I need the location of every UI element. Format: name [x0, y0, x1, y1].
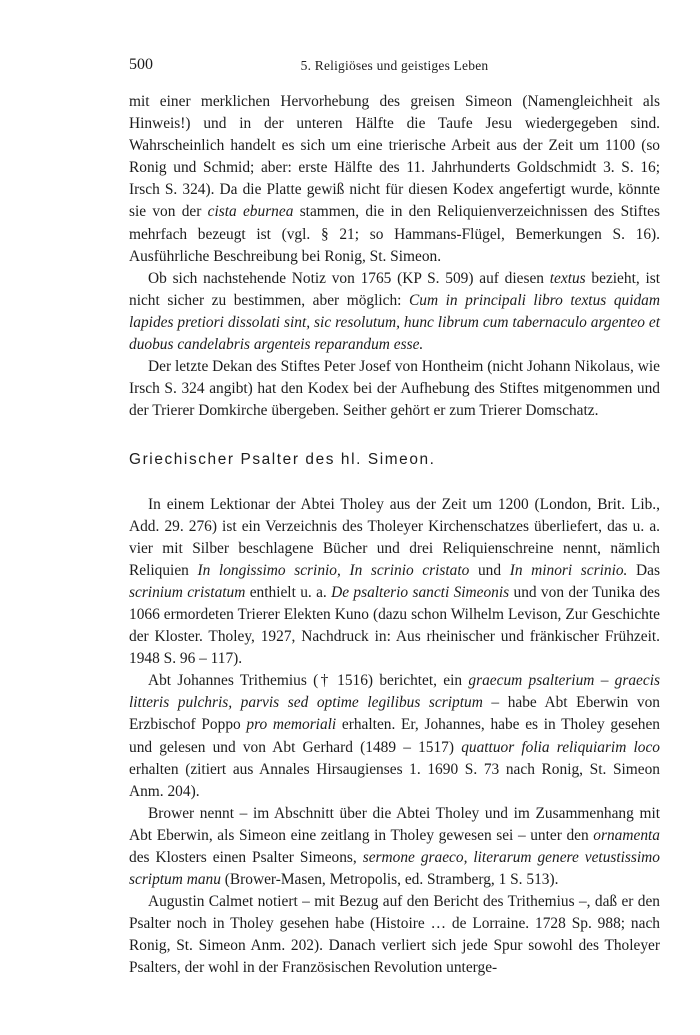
paragraph: mit einer merklichen Hervorhebung des greisen Simeon (Namengleichheit als Hinweis!) und in der unteren Hälfte die Taufe Jesu wiedergegeben sind. Wahrscheinlich handelt es sich um eine trierische Arbeit aus der Zeit um 1100 (so Ronig und Schmid; aber: erste Hälfte des 11. Jahrhunderts Goldschmidt 3. S. 16; Irsch S. 324). Da die Platte gewiß nicht für diesen Kodex angefertigt wurde, könnte sie von der cista eburnea stammen, die in den Reliquienverzeichnissen des Stiftes mehrfach bezeugt ist (vgl. § 21; so Hammans-Flügel, Bemerkungen S. 16). Ausführliche Beschreibung bei Ronig, St. Simeon.: [129, 93, 660, 265]
latin-term: De psalterio sancti Simeonis: [331, 583, 510, 601]
paragraph: Ob sich nachstehende Notiz von 1765 (KP S. 509) auf diesen textus bezieht, ist nicht sicher zu bestimmen, aber möglich: Cum in principali libro textus quidam lapides pretiori dissolati sint, sic resolutum, hunc librum cum tabernaculo argenteo et duobus candelabris argenteis reparandum esse.: [129, 269, 661, 354]
latin-term: In scrinio cristato: [349, 561, 470, 579]
paragraph: Brower nennt – im Abschnitt über die Abtei Tholey und im Zusammenhang mit Abt Eberwin, als Simeon eine zeitlang in Tholey gewesen sei – unter den ornamenta des Klosters einen Psalter Simeons, sermone graeco, literarum genere vetustissimo scriptum manu (Brower-Masen, Metropolis, ed. Stramberg, 1 S. 513).: [129, 804, 660, 889]
paragraph: Abt Johannes Trithemius († 1516) berichtet, ein graecum psalterium – graecis litteris pulchris, parvis sed optime legilibus scriptum – habe Abt Eberwin von Erzbischof Poppo pro memoriali erhalten. Er, Johannes, habe es in Tholey gesehen und gelesen und von Abt Gerhard (1489 – 1517) quattuor folia reliquiarim loco erhalten (zitiert aus Annales Hirsaugienses 1. 1690 S. 73 nach Ronig, St. Simeon Anm. 204).: [129, 672, 661, 800]
section-heading: Griechischer Psalter des hl. Simeon.: [129, 451, 436, 469]
body-text: [129, 91, 660, 980]
latin-term: pro memoriali: [246, 716, 337, 734]
latin-term: quattuor folia reliquiarim loco: [461, 738, 661, 756]
latin-term: In longissimo scrinio: [197, 561, 337, 579]
paragraph: In einem Lektionar der Abtei Tholey aus der Zeit um 1200 (London, Brit. Lib., Add. 29. 276) ist ein Verzeichnis des Tholeyer Kirchenschatzes überliefert, das u. a. vier mit Silber beschlagene Bücher und drei Reliquienschreine nennt, nämlich Reliquien In longissimo scrinio, In scrinio cristato und In minori scrinio. Das scrinium cristatum enthielt u. a. De psalterio sancti Simeonis und von der Tunika des 1066 ermordeten Trierer Elekten Kuno (dazu schon Wilhelm Levison, Zur Geschichte der Kloster. Tholey, 1927, Nachdruck in: Aus rheinischer und fränkischer Frühzeit. 1948 S. 96 – 117).: [129, 495, 660, 668]
latin-term: In minori scrinio.: [509, 561, 628, 579]
paragraph: Augustin Calmet notiert – mit Bezug auf den Bericht des Trithemius –, daß er den Psalter noch in Tholey gesehen habe (Histoire … de Lorraine. 1728 Sp. 988; nach Ronig, St. Simeon Anm. 202). Danach verliert sich jede Spur sowohl des Tholeyer Psalters, der wohl in der Französischen Revolution unterge-: [129, 893, 660, 977]
paragraph: Der letzte Dekan des Stiftes Peter Josef von Hontheim (nicht Johann Nikolaus, wie Irsch S. 324 angibt) hat den Kodex bei der Aufhebung des Stiftes mitgenommen und der Trierer Domkirche übergeben. Seither gehört er zum Trierer Domschatz.: [129, 358, 660, 420]
page-number: 500: [129, 56, 153, 73]
running-title: 5. Religiöses und geistiges Leben: [300, 58, 489, 73]
latin-term: scrinium cristatum: [129, 583, 246, 601]
page-header: [129, 56, 660, 78]
latin-quotation: Cum in principali libro textus quidam lapides pretiori dissolati sint, sic resolutum, hunc librum cum tabernaculo argenteo et duobus candelabris argenteis reparandum esse.: [129, 291, 660, 354]
latin-term: ornamenta: [593, 826, 660, 844]
latin-quotation: graecum psalterium – graecis litteris pulchris, parvis sed optime legilibus scriptum: [129, 672, 660, 712]
latin-term: cista eburnea: [207, 203, 294, 221]
latin-term: textus: [549, 269, 586, 287]
latin-quotation: sermone graeco, literarum genere vetustissimo scriptum manu: [129, 849, 660, 889]
